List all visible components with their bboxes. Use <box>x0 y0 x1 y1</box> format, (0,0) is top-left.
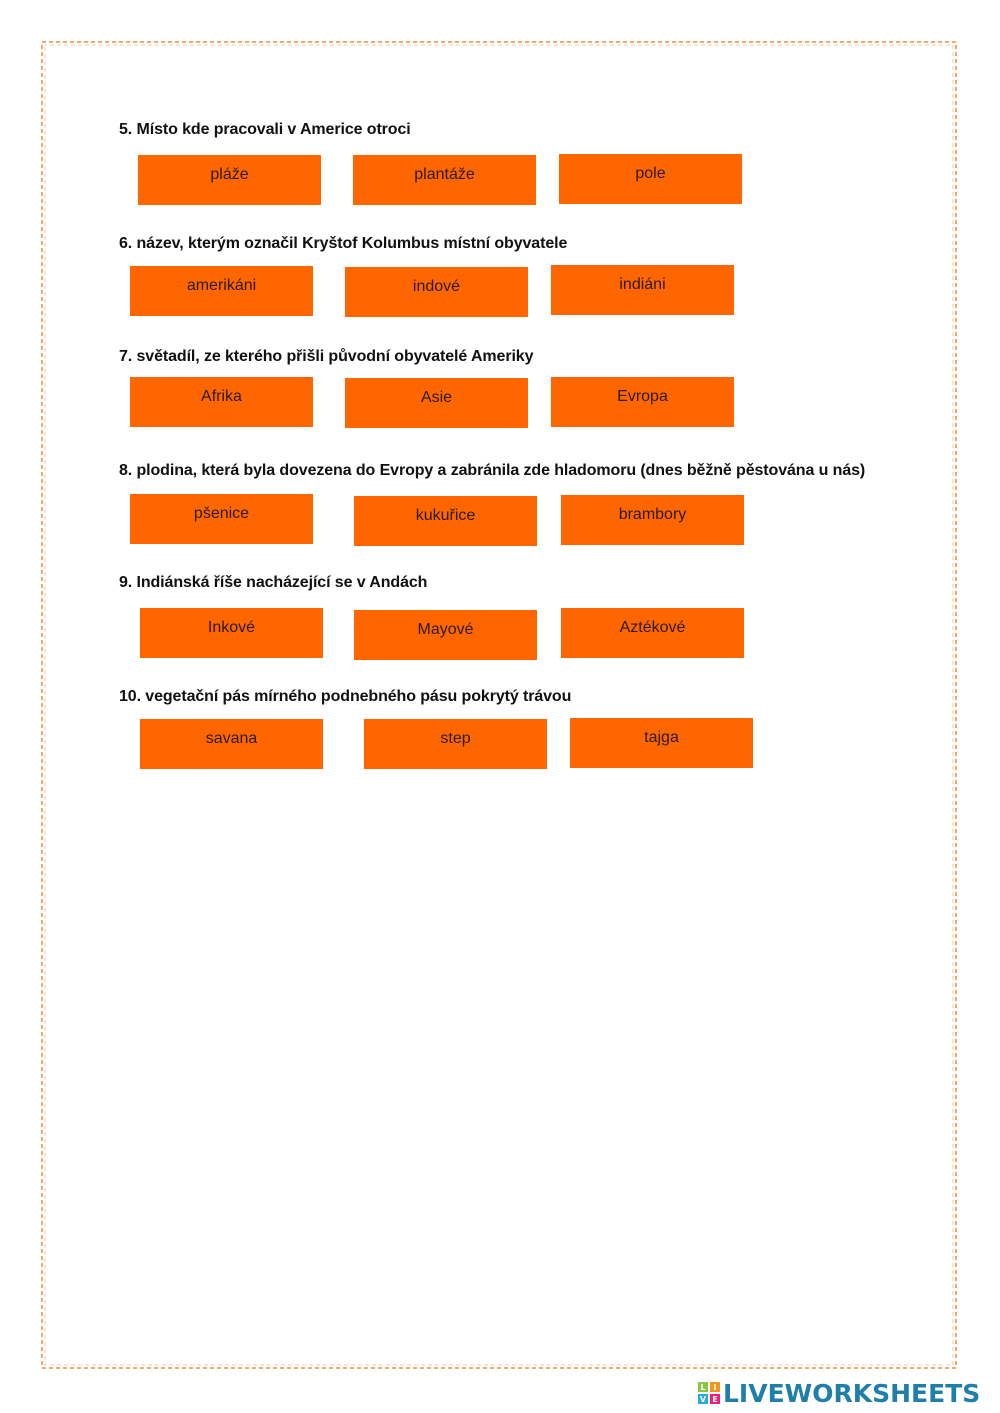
svg-text:E: E <box>712 1395 718 1404</box>
liveworksheets-logo[interactable] <box>698 1378 980 1408</box>
q7-option-2[interactable]: Asie <box>345 378 528 428</box>
q9-option-2[interactable]: Mayové <box>354 610 537 660</box>
q9-option-1[interactable]: Inkové <box>140 608 323 658</box>
q10-option-1[interactable]: savana <box>140 719 323 769</box>
question-7-text: 7. světadíl, ze kterého přišli původní obyvatelé Ameriky <box>119 348 534 365</box>
q6-option-3[interactable]: indiáni <box>551 265 734 315</box>
svg-text:L: L <box>700 1383 706 1392</box>
q8-option-1[interactable]: pšenice <box>130 494 313 544</box>
q10-option-2[interactable]: step <box>364 719 547 769</box>
q6-option-1[interactable]: amerikáni <box>130 266 313 316</box>
q5-option-1[interactable]: pláže <box>138 155 321 205</box>
q5-option-3[interactable]: pole <box>559 154 742 204</box>
svg-text:V: V <box>699 1395 707 1404</box>
question-10-text: 10. vegetační pás mírného podnebného pásu pokrytý trávou <box>119 688 572 705</box>
liveworksheets-logo-icon <box>698 1382 720 1404</box>
q8-option-2[interactable]: kukuřice <box>354 496 537 546</box>
question-5-text: 5. Místo kde pracovali v Americe otroci <box>119 121 411 138</box>
q6-option-2[interactable]: indové <box>345 267 528 317</box>
q9-option-3[interactable]: Aztékové <box>561 608 744 658</box>
liveworksheets-logo-text: LIVEWORKSHEETS <box>723 1378 981 1408</box>
question-8-text: 8. plodina, která byla dovezena do Evropy a zabránila zde hladomoru (dnes běžně pěstována u nás) <box>119 462 866 479</box>
q8-option-3[interactable]: brambory <box>561 495 744 545</box>
q10-option-3[interactable]: tajga <box>570 718 753 768</box>
q7-option-1[interactable]: Afrika <box>130 377 313 427</box>
question-6-text: 6. název, kterým označil Kryštof Kolumbus místní obyvatele <box>119 235 568 252</box>
question-9-text: 9. Indiánská říše nacházející se v Andách <box>119 574 428 591</box>
q7-option-3[interactable]: Evropa <box>551 377 734 427</box>
svg-text:I: I <box>713 1383 717 1392</box>
q5-option-2[interactable]: plantáže <box>353 155 536 205</box>
